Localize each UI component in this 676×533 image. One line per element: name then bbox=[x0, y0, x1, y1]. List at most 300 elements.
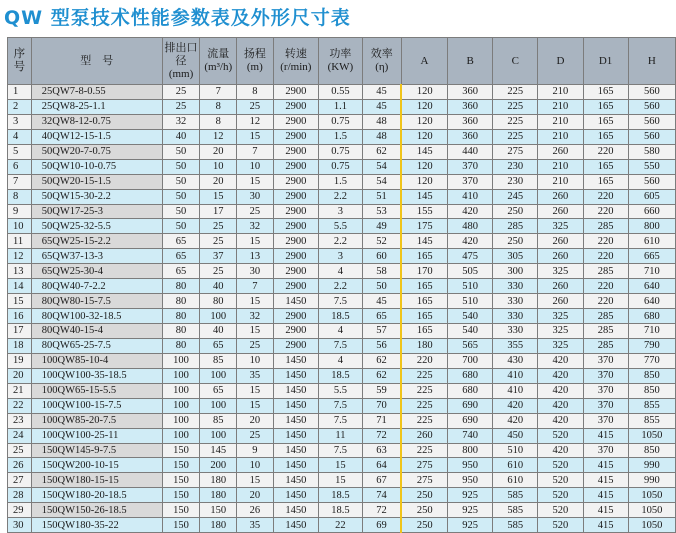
cell-outlet: 150 bbox=[162, 473, 200, 488]
cell-model: 80QW65-25-7.5 bbox=[31, 338, 162, 353]
cell-d1: 165 bbox=[583, 85, 628, 100]
cell-flow: 40 bbox=[200, 324, 237, 339]
cell-a: 170 bbox=[401, 264, 447, 279]
cell-efficiency: 57 bbox=[362, 324, 401, 339]
cell-flow: 37 bbox=[200, 249, 237, 264]
cell-power: 1.5 bbox=[319, 129, 363, 144]
cell-no: 22 bbox=[8, 398, 32, 413]
header-h: H bbox=[628, 38, 675, 85]
cell-head: 35 bbox=[237, 368, 273, 383]
cell-model: 80QW40-7-2.2 bbox=[31, 279, 162, 294]
cell-no: 7 bbox=[8, 174, 32, 189]
cell-b: 690 bbox=[448, 398, 493, 413]
cell-d1: 165 bbox=[583, 114, 628, 129]
cell-no: 1 bbox=[8, 85, 32, 100]
cell-d: 520 bbox=[538, 458, 583, 473]
cell-a: 250 bbox=[401, 503, 447, 518]
cell-no: 3 bbox=[8, 114, 32, 129]
cell-efficiency: 63 bbox=[362, 443, 401, 458]
cell-d1: 285 bbox=[583, 264, 628, 279]
cell-c: 330 bbox=[493, 309, 538, 324]
cell-b: 440 bbox=[448, 144, 493, 159]
cell-b: 700 bbox=[448, 353, 493, 368]
cell-d: 520 bbox=[538, 473, 583, 488]
cell-a: 175 bbox=[401, 219, 447, 234]
cell-speed: 1450 bbox=[273, 294, 319, 309]
cell-d: 325 bbox=[538, 219, 583, 234]
cell-speed: 2900 bbox=[273, 279, 319, 294]
cell-head: 7 bbox=[237, 144, 273, 159]
cell-h: 660 bbox=[628, 204, 675, 219]
cell-b: 475 bbox=[448, 249, 493, 264]
cell-efficiency: 54 bbox=[362, 174, 401, 189]
cell-b: 480 bbox=[448, 219, 493, 234]
cell-power: 7.5 bbox=[319, 443, 363, 458]
table-row bbox=[8, 189, 676, 204]
header-a: A bbox=[401, 38, 447, 85]
cell-c: 230 bbox=[493, 174, 538, 189]
cell-d: 420 bbox=[538, 353, 583, 368]
cell-c: 450 bbox=[493, 428, 538, 443]
header-efficiency-label: 效率 bbox=[370, 48, 393, 60]
cell-d: 260 bbox=[538, 204, 583, 219]
table-row bbox=[8, 294, 676, 309]
cell-model: 50QW25-32-5.5 bbox=[31, 219, 162, 234]
cell-no: 8 bbox=[8, 189, 32, 204]
cell-flow: 100 bbox=[200, 309, 237, 324]
cell-b: 360 bbox=[448, 129, 493, 144]
cell-a: 225 bbox=[401, 383, 447, 398]
cell-model: 50QW20-7-0.75 bbox=[31, 144, 162, 159]
cell-d: 420 bbox=[538, 368, 583, 383]
cell-model: 80QW80-15-7.5 bbox=[31, 294, 162, 309]
cell-head: 7 bbox=[237, 279, 273, 294]
cell-a: 225 bbox=[401, 398, 447, 413]
cell-c: 610 bbox=[493, 458, 538, 473]
table-row bbox=[8, 114, 676, 129]
cell-no: 10 bbox=[8, 219, 32, 234]
cell-speed: 1450 bbox=[273, 503, 319, 518]
cell-speed: 1450 bbox=[273, 443, 319, 458]
cell-b: 510 bbox=[448, 279, 493, 294]
cell-power: 18.5 bbox=[319, 368, 363, 383]
cell-power: 15 bbox=[319, 473, 363, 488]
cell-h: 560 bbox=[628, 129, 675, 144]
cell-a: 225 bbox=[401, 368, 447, 383]
cell-b: 680 bbox=[448, 368, 493, 383]
cell-no: 24 bbox=[8, 428, 32, 443]
cell-a: 145 bbox=[401, 144, 447, 159]
cell-h: 800 bbox=[628, 219, 675, 234]
cell-b: 540 bbox=[448, 324, 493, 339]
cell-head: 20 bbox=[237, 488, 273, 503]
cell-d: 520 bbox=[538, 503, 583, 518]
table-row bbox=[8, 503, 676, 518]
cell-head: 13 bbox=[237, 249, 273, 264]
header-outlet-label: 排出口径 bbox=[164, 41, 198, 67]
cell-head: 32 bbox=[237, 219, 273, 234]
cell-b: 505 bbox=[448, 264, 493, 279]
cell-b: 950 bbox=[448, 473, 493, 488]
cell-d1: 220 bbox=[583, 189, 628, 204]
cell-h: 1050 bbox=[628, 503, 675, 518]
cell-c: 245 bbox=[493, 189, 538, 204]
cell-no: 12 bbox=[8, 249, 32, 264]
cell-flow: 25 bbox=[200, 219, 237, 234]
cell-c: 420 bbox=[493, 413, 538, 428]
cell-h: 560 bbox=[628, 99, 675, 114]
table-row bbox=[8, 204, 676, 219]
cell-d: 420 bbox=[538, 413, 583, 428]
cell-model: 150QW180-35-22 bbox=[31, 518, 162, 533]
cell-d: 520 bbox=[538, 518, 583, 533]
cell-head: 8 bbox=[237, 85, 273, 100]
cell-model: 150QW145-9-7.5 bbox=[31, 443, 162, 458]
cell-b: 420 bbox=[448, 234, 493, 249]
table-row bbox=[8, 159, 676, 174]
cell-outlet: 80 bbox=[162, 324, 200, 339]
cell-a: 155 bbox=[401, 204, 447, 219]
cell-no: 16 bbox=[8, 309, 32, 324]
cell-speed: 2900 bbox=[273, 189, 319, 204]
cell-a: 165 bbox=[401, 324, 447, 339]
cell-efficiency: 64 bbox=[362, 458, 401, 473]
cell-no: 29 bbox=[8, 503, 32, 518]
cell-efficiency: 69 bbox=[362, 518, 401, 533]
spec-table bbox=[7, 37, 676, 533]
table-row bbox=[8, 249, 676, 264]
cell-h: 550 bbox=[628, 159, 675, 174]
header-flow bbox=[200, 38, 237, 85]
cell-outlet: 65 bbox=[162, 249, 200, 264]
cell-head: 25 bbox=[237, 428, 273, 443]
cell-speed: 2900 bbox=[273, 204, 319, 219]
cell-model: 65QW25-15-2.2 bbox=[31, 234, 162, 249]
cell-d1: 415 bbox=[583, 518, 628, 533]
cell-model: 25QW7-8-0.55 bbox=[31, 85, 162, 100]
cell-d: 260 bbox=[538, 234, 583, 249]
cell-head: 15 bbox=[237, 398, 273, 413]
cell-efficiency: 60 bbox=[362, 249, 401, 264]
cell-speed: 1450 bbox=[273, 518, 319, 533]
cell-speed: 1450 bbox=[273, 473, 319, 488]
cell-efficiency: 49 bbox=[362, 219, 401, 234]
cell-no: 28 bbox=[8, 488, 32, 503]
cell-efficiency: 70 bbox=[362, 398, 401, 413]
cell-model: 150QW180-20-18.5 bbox=[31, 488, 162, 503]
cell-head: 30 bbox=[237, 264, 273, 279]
cell-b: 510 bbox=[448, 294, 493, 309]
cell-speed: 2900 bbox=[273, 85, 319, 100]
cell-power: 18.5 bbox=[319, 309, 363, 324]
cell-head: 15 bbox=[237, 294, 273, 309]
cell-power: 4 bbox=[319, 353, 363, 368]
cell-a: 165 bbox=[401, 294, 447, 309]
cell-d1: 220 bbox=[583, 204, 628, 219]
cell-model: 80QW100-32-18.5 bbox=[31, 309, 162, 324]
cell-flow: 65 bbox=[200, 383, 237, 398]
cell-speed: 1450 bbox=[273, 353, 319, 368]
header-power-unit: (KW) bbox=[327, 61, 354, 73]
cell-c: 225 bbox=[493, 129, 538, 144]
cell-efficiency: 45 bbox=[362, 85, 401, 100]
cell-head: 10 bbox=[237, 353, 273, 368]
cell-d: 210 bbox=[538, 159, 583, 174]
cell-speed: 2900 bbox=[273, 129, 319, 144]
cell-outlet: 50 bbox=[162, 144, 200, 159]
table-row bbox=[8, 99, 676, 114]
cell-h: 560 bbox=[628, 85, 675, 100]
cell-h: 855 bbox=[628, 398, 675, 413]
header-d: D bbox=[538, 38, 583, 85]
cell-d1: 415 bbox=[583, 503, 628, 518]
cell-d1: 220 bbox=[583, 279, 628, 294]
cell-flow: 17 bbox=[200, 204, 237, 219]
header-no: 序号 bbox=[8, 38, 32, 85]
cell-no: 21 bbox=[8, 383, 32, 398]
cell-d1: 370 bbox=[583, 443, 628, 458]
cell-flow: 200 bbox=[200, 458, 237, 473]
header-outlet-unit: (mm) bbox=[168, 67, 194, 80]
cell-outlet: 150 bbox=[162, 443, 200, 458]
cell-power: 22 bbox=[319, 518, 363, 533]
cell-outlet: 32 bbox=[162, 114, 200, 129]
cell-model: 100QW85-20-7.5 bbox=[31, 413, 162, 428]
cell-no: 15 bbox=[8, 294, 32, 309]
cell-h: 640 bbox=[628, 294, 675, 309]
cell-speed: 2900 bbox=[273, 338, 319, 353]
cell-a: 120 bbox=[401, 159, 447, 174]
cell-d: 325 bbox=[538, 309, 583, 324]
cell-efficiency: 45 bbox=[362, 294, 401, 309]
cell-a: 275 bbox=[401, 473, 447, 488]
cell-flow: 20 bbox=[200, 174, 237, 189]
cell-no: 14 bbox=[8, 279, 32, 294]
cell-outlet: 100 bbox=[162, 368, 200, 383]
cell-flow: 100 bbox=[200, 428, 237, 443]
cell-c: 510 bbox=[493, 443, 538, 458]
table-row bbox=[8, 518, 676, 533]
cell-power: 7.5 bbox=[319, 338, 363, 353]
cell-c: 585 bbox=[493, 518, 538, 533]
cell-outlet: 50 bbox=[162, 189, 200, 204]
cell-flow: 100 bbox=[200, 398, 237, 413]
cell-efficiency: 52 bbox=[362, 234, 401, 249]
cell-no: 17 bbox=[8, 324, 32, 339]
cell-power: 7.5 bbox=[319, 413, 363, 428]
cell-power: 1.1 bbox=[319, 99, 363, 114]
cell-c: 330 bbox=[493, 324, 538, 339]
cell-flow: 8 bbox=[200, 114, 237, 129]
cell-d: 260 bbox=[538, 279, 583, 294]
cell-d1: 370 bbox=[583, 398, 628, 413]
cell-c: 355 bbox=[493, 338, 538, 353]
cell-efficiency: 53 bbox=[362, 204, 401, 219]
cell-b: 925 bbox=[448, 488, 493, 503]
cell-c: 585 bbox=[493, 503, 538, 518]
header-head bbox=[237, 38, 273, 85]
cell-c: 250 bbox=[493, 204, 538, 219]
cell-h: 580 bbox=[628, 144, 675, 159]
cell-h: 710 bbox=[628, 324, 675, 339]
cell-d: 325 bbox=[538, 338, 583, 353]
cell-d: 210 bbox=[538, 129, 583, 144]
header-efficiency-unit: (η) bbox=[375, 61, 389, 73]
cell-flow: 180 bbox=[200, 518, 237, 533]
cell-speed: 1450 bbox=[273, 398, 319, 413]
cell-no: 18 bbox=[8, 338, 32, 353]
cell-no: 26 bbox=[8, 458, 32, 473]
cell-c: 330 bbox=[493, 294, 538, 309]
table-row bbox=[8, 368, 676, 383]
cell-efficiency: 67 bbox=[362, 473, 401, 488]
cell-head: 9 bbox=[237, 443, 273, 458]
table-row bbox=[8, 338, 676, 353]
cell-d: 210 bbox=[538, 114, 583, 129]
cell-head: 15 bbox=[237, 383, 273, 398]
table-row bbox=[8, 234, 676, 249]
cell-c: 430 bbox=[493, 353, 538, 368]
cell-d: 210 bbox=[538, 85, 583, 100]
table-row bbox=[8, 279, 676, 294]
cell-model: 40QW12-15-1.5 bbox=[31, 129, 162, 144]
cell-speed: 1450 bbox=[273, 458, 319, 473]
cell-efficiency: 62 bbox=[362, 353, 401, 368]
cell-d1: 220 bbox=[583, 144, 628, 159]
cell-no: 20 bbox=[8, 368, 32, 383]
cell-a: 225 bbox=[401, 443, 447, 458]
cell-a: 165 bbox=[401, 309, 447, 324]
cell-c: 585 bbox=[493, 488, 538, 503]
cell-model: 50QW17-25-3 bbox=[31, 204, 162, 219]
cell-flow: 65 bbox=[200, 338, 237, 353]
cell-head: 15 bbox=[237, 234, 273, 249]
header-head-unit: (m) bbox=[246, 61, 263, 73]
cell-power: 2.2 bbox=[319, 279, 363, 294]
cell-d1: 165 bbox=[583, 129, 628, 144]
cell-head: 25 bbox=[237, 204, 273, 219]
cell-c: 225 bbox=[493, 114, 538, 129]
cell-a: 225 bbox=[401, 413, 447, 428]
cell-c: 410 bbox=[493, 383, 538, 398]
cell-efficiency: 65 bbox=[362, 309, 401, 324]
cell-d: 520 bbox=[538, 488, 583, 503]
cell-b: 370 bbox=[448, 159, 493, 174]
cell-efficiency: 74 bbox=[362, 488, 401, 503]
cell-a: 250 bbox=[401, 488, 447, 503]
cell-speed: 1450 bbox=[273, 488, 319, 503]
cell-b: 690 bbox=[448, 413, 493, 428]
cell-d: 520 bbox=[538, 428, 583, 443]
cell-h: 770 bbox=[628, 353, 675, 368]
cell-d1: 370 bbox=[583, 368, 628, 383]
cell-d1: 415 bbox=[583, 458, 628, 473]
cell-h: 665 bbox=[628, 249, 675, 264]
cell-flow: 25 bbox=[200, 264, 237, 279]
cell-d1: 285 bbox=[583, 324, 628, 339]
cell-outlet: 80 bbox=[162, 279, 200, 294]
header-power-label: 功率 bbox=[329, 48, 352, 60]
cell-outlet: 80 bbox=[162, 309, 200, 324]
cell-h: 850 bbox=[628, 368, 675, 383]
cell-outlet: 25 bbox=[162, 85, 200, 100]
table-row bbox=[8, 144, 676, 159]
cell-c: 305 bbox=[493, 249, 538, 264]
cell-flow: 85 bbox=[200, 413, 237, 428]
cell-c: 300 bbox=[493, 264, 538, 279]
cell-power: 18.5 bbox=[319, 503, 363, 518]
cell-b: 540 bbox=[448, 309, 493, 324]
cell-outlet: 80 bbox=[162, 338, 200, 353]
cell-d: 260 bbox=[538, 294, 583, 309]
cell-flow: 145 bbox=[200, 443, 237, 458]
cell-outlet: 150 bbox=[162, 518, 200, 533]
cell-a: 145 bbox=[401, 189, 447, 204]
cell-outlet: 80 bbox=[162, 294, 200, 309]
cell-d: 420 bbox=[538, 383, 583, 398]
cell-efficiency: 72 bbox=[362, 428, 401, 443]
cell-no: 9 bbox=[8, 204, 32, 219]
cell-d1: 220 bbox=[583, 234, 628, 249]
cell-no: 6 bbox=[8, 159, 32, 174]
cell-d1: 165 bbox=[583, 99, 628, 114]
cell-head: 25 bbox=[237, 338, 273, 353]
header-b: B bbox=[448, 38, 493, 85]
cell-flow: 180 bbox=[200, 488, 237, 503]
cell-no: 11 bbox=[8, 234, 32, 249]
cell-power: 11 bbox=[319, 428, 363, 443]
cell-h: 1050 bbox=[628, 428, 675, 443]
cell-efficiency: 56 bbox=[362, 338, 401, 353]
cell-efficiency: 48 bbox=[362, 129, 401, 144]
cell-h: 1050 bbox=[628, 488, 675, 503]
cell-d: 420 bbox=[538, 398, 583, 413]
cell-no: 19 bbox=[8, 353, 32, 368]
cell-efficiency: 72 bbox=[362, 503, 401, 518]
page-title: QW 型泵技术性能参数表及外形尺寸表 bbox=[4, 7, 351, 29]
table-row bbox=[8, 309, 676, 324]
table-row bbox=[8, 219, 676, 234]
cell-outlet: 50 bbox=[162, 204, 200, 219]
cell-power: 0.75 bbox=[319, 159, 363, 174]
cell-speed: 2900 bbox=[273, 144, 319, 159]
cell-efficiency: 62 bbox=[362, 368, 401, 383]
cell-d1: 415 bbox=[583, 428, 628, 443]
cell-power: 7.5 bbox=[319, 294, 363, 309]
cell-efficiency: 45 bbox=[362, 99, 401, 114]
table-row bbox=[8, 353, 676, 368]
cell-model: 150QW200-10-15 bbox=[31, 458, 162, 473]
cell-d1: 415 bbox=[583, 473, 628, 488]
cell-outlet: 150 bbox=[162, 503, 200, 518]
cell-speed: 1450 bbox=[273, 383, 319, 398]
cell-flow: 180 bbox=[200, 473, 237, 488]
cell-b: 925 bbox=[448, 503, 493, 518]
cell-h: 990 bbox=[628, 458, 675, 473]
cell-speed: 1450 bbox=[273, 368, 319, 383]
cell-b: 740 bbox=[448, 428, 493, 443]
cell-power: 15 bbox=[319, 458, 363, 473]
cell-outlet: 100 bbox=[162, 383, 200, 398]
cell-outlet: 65 bbox=[162, 264, 200, 279]
cell-outlet: 100 bbox=[162, 428, 200, 443]
cell-speed: 2900 bbox=[273, 249, 319, 264]
cell-head: 25 bbox=[237, 99, 273, 114]
cell-a: 260 bbox=[401, 428, 447, 443]
cell-outlet: 100 bbox=[162, 353, 200, 368]
cell-model: 100QW100-25-11 bbox=[31, 428, 162, 443]
header-d1: D1 bbox=[583, 38, 628, 85]
